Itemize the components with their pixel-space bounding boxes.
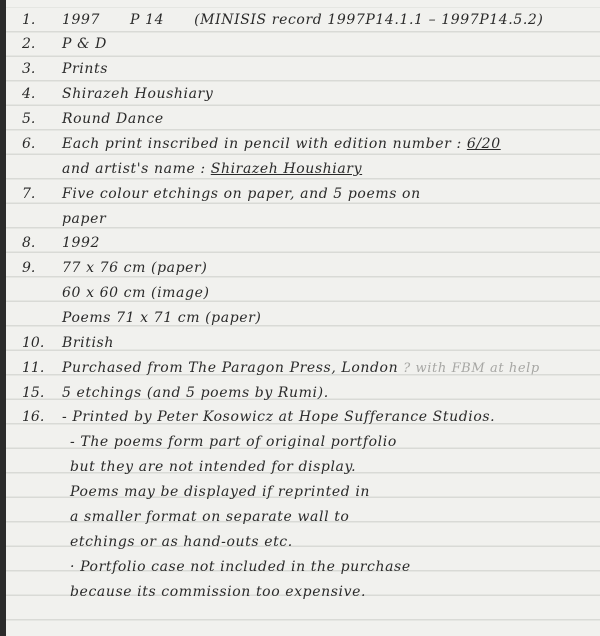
note-line: [6, 580, 600, 604]
department: P & D: [62, 36, 108, 52]
entry-4: [6, 82, 600, 106]
entry-9: [6, 256, 600, 280]
note-line: [6, 480, 600, 504]
entry-number: 9.: [22, 260, 36, 276]
note-line: [6, 555, 600, 579]
note-text: Poems may be displayed if reprinted in: [70, 484, 371, 500]
note-line: [6, 505, 600, 529]
note-text: - The poems form part of original portfolio: [70, 434, 397, 450]
accession-year: 1997: [62, 12, 101, 28]
entry-7: [6, 182, 600, 206]
entry-15: [6, 381, 600, 405]
entry-10: [6, 331, 600, 355]
entry-number: 3.: [22, 61, 36, 77]
entry-6-line-2: [6, 157, 600, 181]
note-line: [6, 530, 600, 554]
entry-number: 8.: [22, 235, 36, 251]
entry-number: 1.: [22, 12, 36, 28]
entry-16: [6, 405, 600, 429]
pencil-annotation: ? with FBM at help: [403, 361, 540, 376]
medium-continued: paper: [62, 211, 107, 227]
entry-11: [6, 356, 600, 380]
printer-note: - Printed by Peter Kosowicz at Hope Sufferance Studios.: [62, 409, 496, 425]
entry-number: 15.: [22, 385, 45, 401]
acquisition: Purchased from The Paragon Press, London: [62, 360, 399, 376]
note-line: [6, 455, 600, 479]
note-line: [6, 430, 600, 454]
entry-7-line-2: [6, 207, 600, 231]
entry-number: 2.: [22, 36, 36, 52]
entry-number: 5.: [22, 111, 36, 127]
entry-1: [6, 8, 600, 32]
entry-number: 6.: [22, 136, 36, 152]
entry-number: 10.: [22, 335, 45, 351]
artist-signature: Shirazeh Houshiary: [210, 161, 363, 177]
entry-5: [6, 107, 600, 131]
lined-paper: [6, 0, 600, 636]
minisis-note: (MINISIS record 1997P14.1.1 – 1997P14.5.2): [194, 12, 544, 28]
title: Round Dance: [62, 111, 164, 127]
dimensions-poems: Poems 71 x 71 cm (paper): [62, 310, 262, 326]
inscription-text: and artist's name :: [62, 161, 206, 177]
entry-number: 7.: [22, 186, 36, 202]
accession-code: P 14: [130, 12, 165, 28]
entry-number: 11.: [22, 360, 45, 376]
note-text: because its commission too expensive.: [70, 584, 367, 600]
entry-9-line-3: [6, 306, 600, 330]
note-text: etchings or as hand-outs etc.: [70, 534, 293, 550]
edition-number: 6/20: [466, 136, 501, 152]
note-text: · Portfolio case not included in the purchase: [70, 559, 411, 575]
entry-6: [6, 132, 600, 156]
artist: Shirazeh Houshiary: [62, 86, 214, 102]
dimensions-image: 60 x 60 cm (image): [62, 285, 210, 301]
object-type: Prints: [62, 61, 109, 77]
entry-3: [6, 57, 600, 81]
date: 1992: [62, 235, 101, 251]
entry-9-line-2: [6, 281, 600, 305]
medium: Five colour etchings on paper, and 5 poems on: [62, 186, 421, 202]
note-text: a smaller format on separate wall to: [70, 509, 350, 525]
components: 5 etchings (and 5 poems by Rumi).: [62, 385, 329, 401]
nationality: British: [62, 335, 114, 351]
dimensions-paper: 77 x 76 cm (paper): [62, 260, 208, 276]
entry-number: 16.: [22, 409, 45, 425]
entry-8: [6, 231, 600, 255]
inscription-text: Each print inscribed in pencil with edition number :: [62, 136, 462, 152]
note-text: but they are not intended for display.: [70, 459, 357, 475]
entry-number: 4.: [22, 86, 36, 102]
entry-2: [6, 32, 600, 56]
